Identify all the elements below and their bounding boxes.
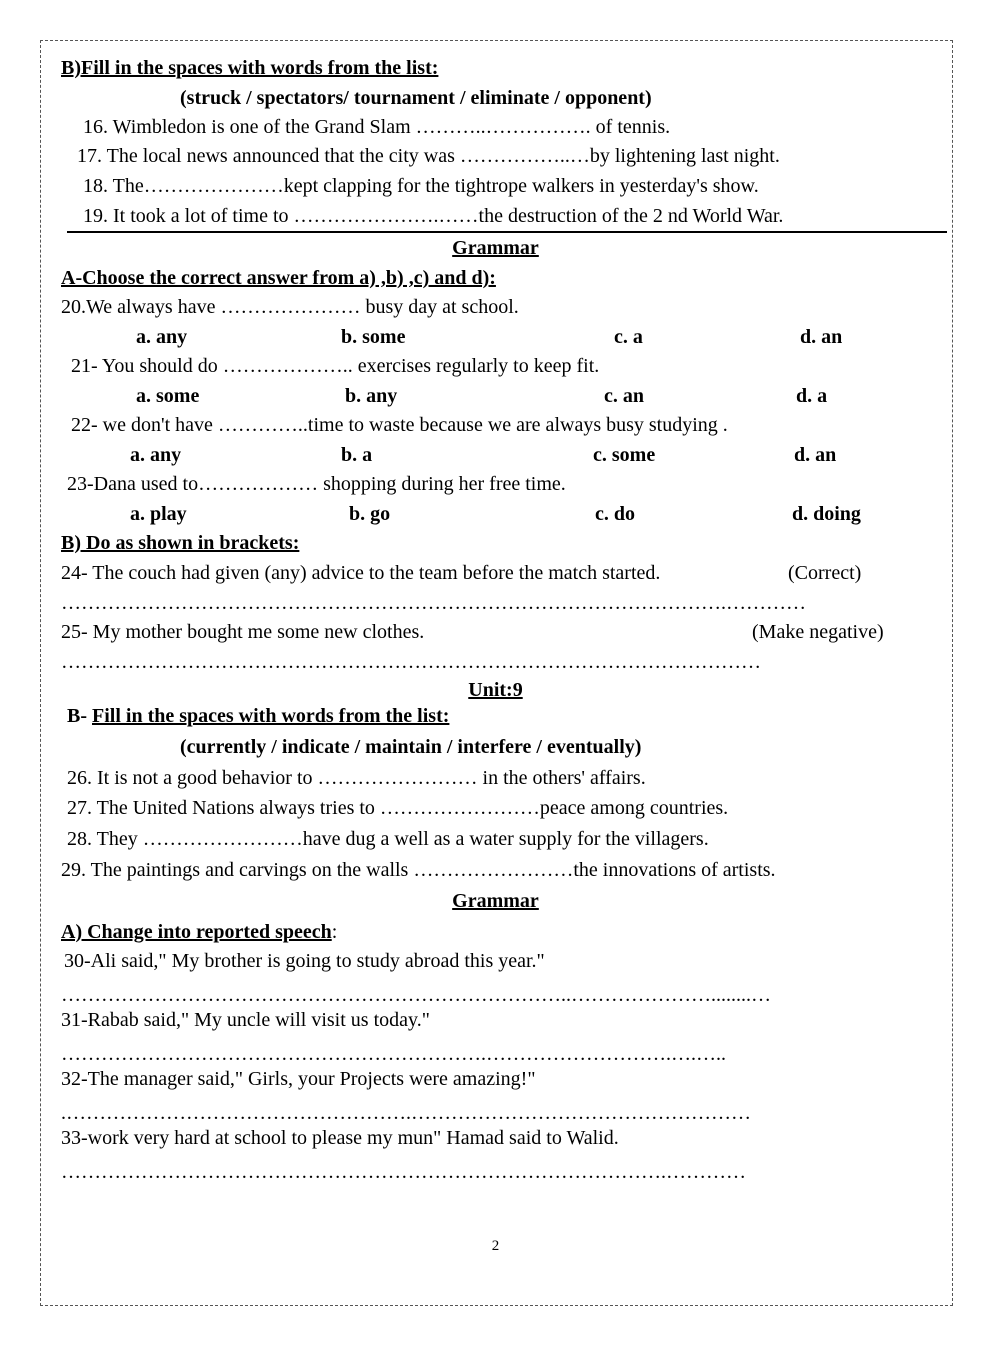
question-27: 27. The United Nations always tries to ……………………peace among countries. <box>67 797 729 819</box>
question-26: 26. It is not a good behavior to …………………… in the others' affairs. <box>67 767 646 789</box>
option-21c[interactable]: c. an <box>604 385 644 407</box>
option-21a[interactable]: a. some <box>136 385 200 407</box>
option-21d[interactable]: d. a <box>796 385 828 407</box>
option-20c[interactable]: c. a <box>614 326 643 348</box>
question-24-instruction: (Correct) <box>788 562 862 584</box>
reported-speech-heading <box>61 920 337 944</box>
question-23: 23-Dana used to……………… shopping during her free time. <box>67 473 566 495</box>
option-23a[interactable]: a. play <box>130 503 187 525</box>
word-list: (struck / spectators/ tournament / eliminate / opponent) <box>180 87 652 109</box>
question-30: 30-Ali said," My brother is going to study abroad this year." <box>64 950 545 972</box>
question-20: 20.We always have ………………… busy day at school. <box>61 296 519 318</box>
reported-speech-colon: : <box>331 921 338 943</box>
part-b-heading: B) Do as shown in brackets: <box>61 532 300 554</box>
question-16: 16. Wimbledon is one of the Grand Slam ………..……………. of tennis. <box>83 116 671 138</box>
question-22: 22- we don't have …………..time to waste because we are always busy studying . <box>71 414 728 436</box>
option-20a[interactable]: a. any <box>136 326 188 348</box>
unit9-section-b-heading <box>67 704 449 728</box>
option-20d[interactable]: d. an <box>800 326 843 348</box>
question-19: 19. It took a lot of time to ………………….……the destruction of the 2 nd World War. <box>83 205 784 227</box>
question-33: 33-work very hard at school to please my mun" Hamad said to Walid. <box>61 1127 619 1149</box>
question-24: 24- The couch had given (any) advice to the team before the match started. <box>61 562 661 584</box>
unit9-section-b-title: Fill in the spaces with words from the list: <box>92 705 450 727</box>
part-a-heading: A-Choose the correct answer from a) ,b) ,c) and d): <box>61 267 496 289</box>
option-22b[interactable]: b. a <box>341 444 373 466</box>
question-21: 21- You should do ……………….. exercises regularly to keep fit. <box>71 355 600 377</box>
grammar-title: Grammar <box>452 237 539 259</box>
unit9-word-list: (currently / indicate / maintain / interfere / eventually) <box>180 736 642 758</box>
option-21b[interactable]: b. any <box>345 385 398 407</box>
question-31: 31-Rabab said," My uncle will visit us today." <box>61 1009 430 1031</box>
question-18: 18. The…………………kept clapping for the tightrope walkers in yesterday's show. <box>83 175 759 197</box>
answer-line-24[interactable]: ……………………………………………………………………………………….………… <box>61 592 806 614</box>
unit9-section-b-prefix: B- <box>67 705 92 727</box>
option-22d[interactable]: d. an <box>794 444 837 466</box>
unit-title: Unit:9 <box>468 679 523 701</box>
answer-line-32[interactable]: .…………………………………………….…………………………………………… <box>61 1102 751 1124</box>
question-32: 32-The manager said," Girls, your Projects were amazing!" <box>61 1068 536 1090</box>
answer-line-31[interactable]: ……………………………………………………….……………………….….….. <box>61 1043 726 1065</box>
page-number: 2 <box>491 1238 500 1254</box>
reported-speech-title: A) Change into reported speech <box>61 921 332 943</box>
option-20b[interactable]: b. some <box>341 326 406 348</box>
option-22a[interactable]: a. any <box>130 444 182 466</box>
question-25: 25- My mother bought me some new clothes. <box>61 621 425 643</box>
question-28: 28. They ……………………have dug a well as a water supply for the villagers. <box>67 828 709 850</box>
option-23b[interactable]: b. go <box>349 503 391 525</box>
answer-line-25[interactable]: …………………………………………………………………………………………… <box>61 651 761 673</box>
grammar-title-2: Grammar <box>452 890 539 912</box>
section-b-heading: B)Fill in the spaces with words from the list: <box>61 57 439 79</box>
question-25-instruction: (Make negative) <box>752 621 884 643</box>
question-17: 17. The local news announced that the city was ……………..…by lightening last night. <box>77 145 780 167</box>
answer-line-30[interactable]: …………………………………………………………………..…………………........… <box>61 984 771 1006</box>
option-23c[interactable]: c. do <box>595 503 635 525</box>
section-divider <box>67 231 947 233</box>
option-22c[interactable]: c. some <box>593 444 656 466</box>
answer-line-33[interactable]: ……………………………………………………………………………….………… <box>61 1161 746 1183</box>
question-29: 29. The paintings and carvings on the walls ……………………the innovations of artists. <box>61 859 776 881</box>
option-23d[interactable]: d. doing <box>792 503 861 525</box>
